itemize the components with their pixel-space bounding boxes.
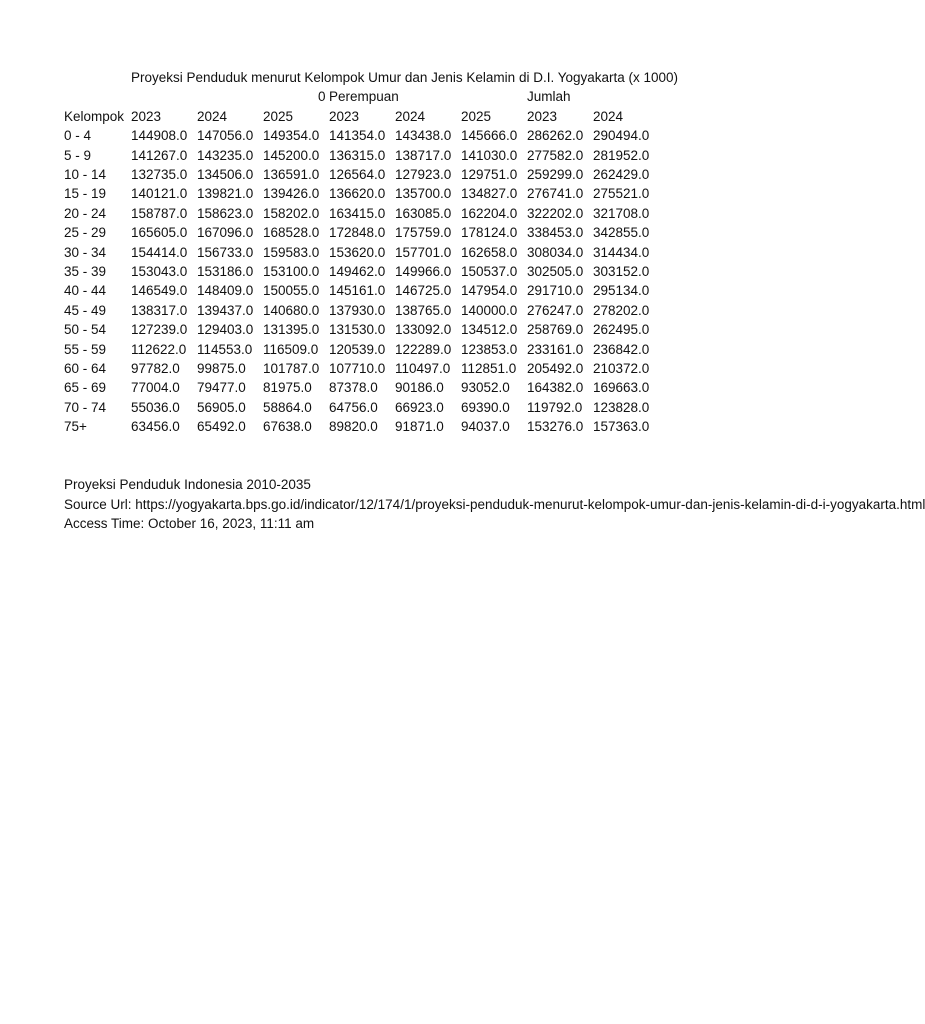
table-cell: 56905.0 <box>197 399 246 415</box>
table-cell: 169663.0 <box>593 380 650 396</box>
table-cell: 154414.0 <box>131 244 188 260</box>
table-cell: 55036.0 <box>131 399 180 415</box>
table-cell: 63456.0 <box>131 419 180 435</box>
table-cell: 64756.0 <box>329 399 378 415</box>
row-label: 60 - 64 <box>64 361 107 376</box>
table-cell: 233161.0 <box>527 341 584 357</box>
source-url: Source Url: https://yogyakarta.bps.go.id/indicator/12/174/1/proyeksi-penduduk-menurut-kelompok-umur-dan-jenis-kelamin-di-d-i-yogyakarta.html <box>64 496 925 512</box>
table-cell: 163415.0 <box>329 205 386 221</box>
table-cell: 139821.0 <box>197 186 254 202</box>
column-header: 2025 <box>263 108 294 124</box>
table-cell: 157363.0 <box>593 419 650 435</box>
column-header: 2024 <box>395 108 426 124</box>
table-cell: 146725.0 <box>395 283 452 299</box>
table-cell: 314434.0 <box>593 244 650 260</box>
table-cell: 286262.0 <box>527 128 584 144</box>
column-header-kelompok: Kelompok <box>64 108 125 124</box>
column-header: 2023 <box>527 108 558 124</box>
group-header-jumlah: Jumlah <box>527 89 571 105</box>
table-cell: 132735.0 <box>131 167 188 182</box>
column-header: 2023 <box>131 108 162 124</box>
table-cell: 168528.0 <box>263 225 320 241</box>
table-cell: 143235.0 <box>197 147 254 163</box>
access-time: Access Time: October 16, 2023, 11:11 am <box>64 516 315 532</box>
table-cell: 127239.0 <box>131 322 188 338</box>
table-cell: 137930.0 <box>329 302 386 318</box>
table-cell: 131395.0 <box>263 322 320 338</box>
table-cell: 258769.0 <box>527 322 584 338</box>
table-cell: 122289.0 <box>395 341 452 357</box>
table-cell: 153276.0 <box>527 419 584 435</box>
table-cell: 308034.0 <box>527 244 584 260</box>
table-cell: 140121.0 <box>131 186 188 202</box>
table-cell: 116509.0 <box>263 341 319 357</box>
table-cell: 135700.0 <box>395 186 452 202</box>
row-label: 30 - 34 <box>64 244 107 260</box>
table-cell: 262429.0 <box>593 167 650 182</box>
table-cell: 90186.0 <box>395 380 444 396</box>
table-cell: 140680.0 <box>263 302 320 318</box>
row-label: 25 - 29 <box>64 225 107 241</box>
table-cell: 158623.0 <box>197 205 254 221</box>
table-cell: 146549.0 <box>131 283 188 299</box>
table-cell: 107710.0 <box>329 361 386 376</box>
row-label: 50 - 54 <box>64 322 107 338</box>
table-cell: 156733.0 <box>197 244 254 260</box>
table-cell: 79477.0 <box>197 380 246 396</box>
table-cell: 150537.0 <box>461 264 518 279</box>
group-header-fragment: 0 <box>318 89 326 105</box>
table-cell: 101787.0 <box>263 361 320 376</box>
table-cell: 143438.0 <box>395 128 452 144</box>
table-cell: 89820.0 <box>329 419 378 435</box>
table-cell: 91871.0 <box>395 419 444 435</box>
table-cell: 69390.0 <box>461 399 510 415</box>
row-label: 20 - 24 <box>64 205 107 221</box>
table-cell: 149966.0 <box>395 264 452 279</box>
table-cell: 162204.0 <box>461 205 518 221</box>
row-label: 0 - 4 <box>64 128 92 144</box>
table-cell: 136620.0 <box>329 186 386 202</box>
table-cell: 139437.0 <box>197 302 254 318</box>
table-cell: 140000.0 <box>461 302 518 318</box>
row-label: 40 - 44 <box>64 283 107 299</box>
table-cell: 58864.0 <box>263 399 312 415</box>
table-cell: 153100.0 <box>263 264 320 279</box>
table-cell: 262495.0 <box>593 322 650 338</box>
table-cell: 275521.0 <box>593 186 650 202</box>
table-cell: 141354.0 <box>329 128 386 144</box>
table-cell: 67638.0 <box>263 419 312 435</box>
table-cell: 281952.0 <box>593 147 650 163</box>
table-cell: 163085.0 <box>395 205 452 221</box>
column-header: 2024 <box>593 108 624 124</box>
table-cell: 112851.0 <box>461 361 517 376</box>
table-cell: 342855.0 <box>593 225 650 241</box>
table-cell: 129751.0 <box>461 167 518 182</box>
table-cell: 134506.0 <box>197 167 254 182</box>
table-cell: 153186.0 <box>197 264 254 279</box>
table-cell: 97782.0 <box>131 361 180 376</box>
table-cell: 277582.0 <box>527 147 584 163</box>
table-cell: 127923.0 <box>395 167 452 182</box>
table-cell: 147954.0 <box>461 283 518 299</box>
table-cell: 65492.0 <box>197 419 246 435</box>
table-cell: 141267.0 <box>131 147 188 163</box>
table-cell: 138765.0 <box>395 302 452 318</box>
table-cell: 162658.0 <box>461 244 518 260</box>
table-cell: 322202.0 <box>527 205 584 221</box>
row-label: 15 - 19 <box>64 186 107 202</box>
table-cell: 114553.0 <box>197 341 253 357</box>
table-cell: 129403.0 <box>197 322 254 338</box>
table-cell: 205492.0 <box>527 361 584 376</box>
table-cell: 87378.0 <box>329 380 378 396</box>
table-cell: 290494.0 <box>593 128 650 144</box>
column-header: 2023 <box>329 108 360 124</box>
table-cell: 138717.0 <box>395 147 452 163</box>
table-cell: 259299.0 <box>527 167 584 182</box>
table-cell: 153620.0 <box>329 244 386 260</box>
column-header: 2025 <box>461 108 492 124</box>
table-cell: 175759.0 <box>395 225 452 241</box>
table-cell: 303152.0 <box>593 264 650 279</box>
table-cell: 148409.0 <box>197 283 254 299</box>
table-cell: 210372.0 <box>593 361 650 376</box>
table-cell: 321708.0 <box>593 205 650 221</box>
table-cell: 77004.0 <box>131 380 180 396</box>
table-cell: 276741.0 <box>527 186 584 202</box>
table-cell: 112622.0 <box>131 341 187 357</box>
table-cell: 99875.0 <box>197 361 246 376</box>
table-cell: 158787.0 <box>131 205 188 221</box>
table-cell: 295134.0 <box>593 283 650 299</box>
table-cell: 158202.0 <box>263 205 320 221</box>
spreadsheet-page <box>64 68 925 548</box>
table-title: Proyeksi Penduduk menurut Kelompok Umur dan Jenis Kelamin di D.I. Yogyakarta (x 1000) <box>131 70 679 85</box>
table-cell: 119792.0 <box>527 399 583 415</box>
table-cell: 149462.0 <box>329 264 386 279</box>
source-title: Proyeksi Penduduk Indonesia 2010-2035 <box>64 477 311 493</box>
table-cell: 120539.0 <box>329 341 386 357</box>
table-cell: 93052.0 <box>461 380 510 396</box>
table-cell: 131530.0 <box>329 322 386 338</box>
group-header-perempuan: Perempuan <box>329 89 399 105</box>
table-cell: 157701.0 <box>395 244 452 260</box>
table-cell: 159583.0 <box>263 244 320 260</box>
table-cell: 338453.0 <box>527 225 584 241</box>
table-cell: 123828.0 <box>593 399 650 415</box>
table-cell: 134827.0 <box>461 186 518 202</box>
table-cell: 178124.0 <box>461 225 518 241</box>
table-cell: 164382.0 <box>527 380 584 396</box>
table-cell: 276247.0 <box>527 302 584 318</box>
table-cell: 138317.0 <box>131 302 188 318</box>
table-cell: 145161.0 <box>329 283 386 299</box>
table-cell: 66923.0 <box>395 399 444 415</box>
table-cell: 126564.0 <box>329 167 386 182</box>
table-cell: 150055.0 <box>263 283 320 299</box>
table-cell: 147056.0 <box>197 128 254 144</box>
table-cell: 145200.0 <box>263 147 320 163</box>
row-label: 70 - 74 <box>64 399 107 415</box>
table-cell: 153043.0 <box>131 264 188 279</box>
table-cell: 133092.0 <box>395 322 452 338</box>
table-cell: 167096.0 <box>197 225 254 241</box>
column-header: 2024 <box>197 108 228 124</box>
table-cell: 81975.0 <box>263 380 312 396</box>
row-label: 35 - 39 <box>64 264 107 279</box>
table-cell: 141030.0 <box>461 147 518 163</box>
row-label: 65 - 69 <box>64 380 107 396</box>
table-cell: 278202.0 <box>593 302 650 318</box>
row-label: 5 - 9 <box>64 147 92 163</box>
table-cell: 134512.0 <box>461 322 518 338</box>
table-cell: 165605.0 <box>131 225 188 241</box>
row-label: 55 - 59 <box>64 341 107 357</box>
table-cell: 139426.0 <box>263 186 320 202</box>
row-label: 10 - 14 <box>64 167 107 182</box>
table-cell: 236842.0 <box>593 341 650 357</box>
table-cell: 110497.0 <box>395 361 451 376</box>
row-label: 45 - 49 <box>64 302 107 318</box>
table-cell: 172848.0 <box>329 225 386 241</box>
table-cell: 145666.0 <box>461 128 518 144</box>
table-cell: 291710.0 <box>527 283 584 299</box>
table-cell: 136315.0 <box>329 147 386 163</box>
table-cell: 149354.0 <box>263 128 320 144</box>
table-cell: 136591.0 <box>263 167 320 182</box>
row-label: 75+ <box>64 419 87 435</box>
table-cell: 302505.0 <box>527 264 584 279</box>
table-cell: 94037.0 <box>461 419 510 435</box>
table-cell: 144908.0 <box>131 128 188 144</box>
table-cell: 123853.0 <box>461 341 518 357</box>
